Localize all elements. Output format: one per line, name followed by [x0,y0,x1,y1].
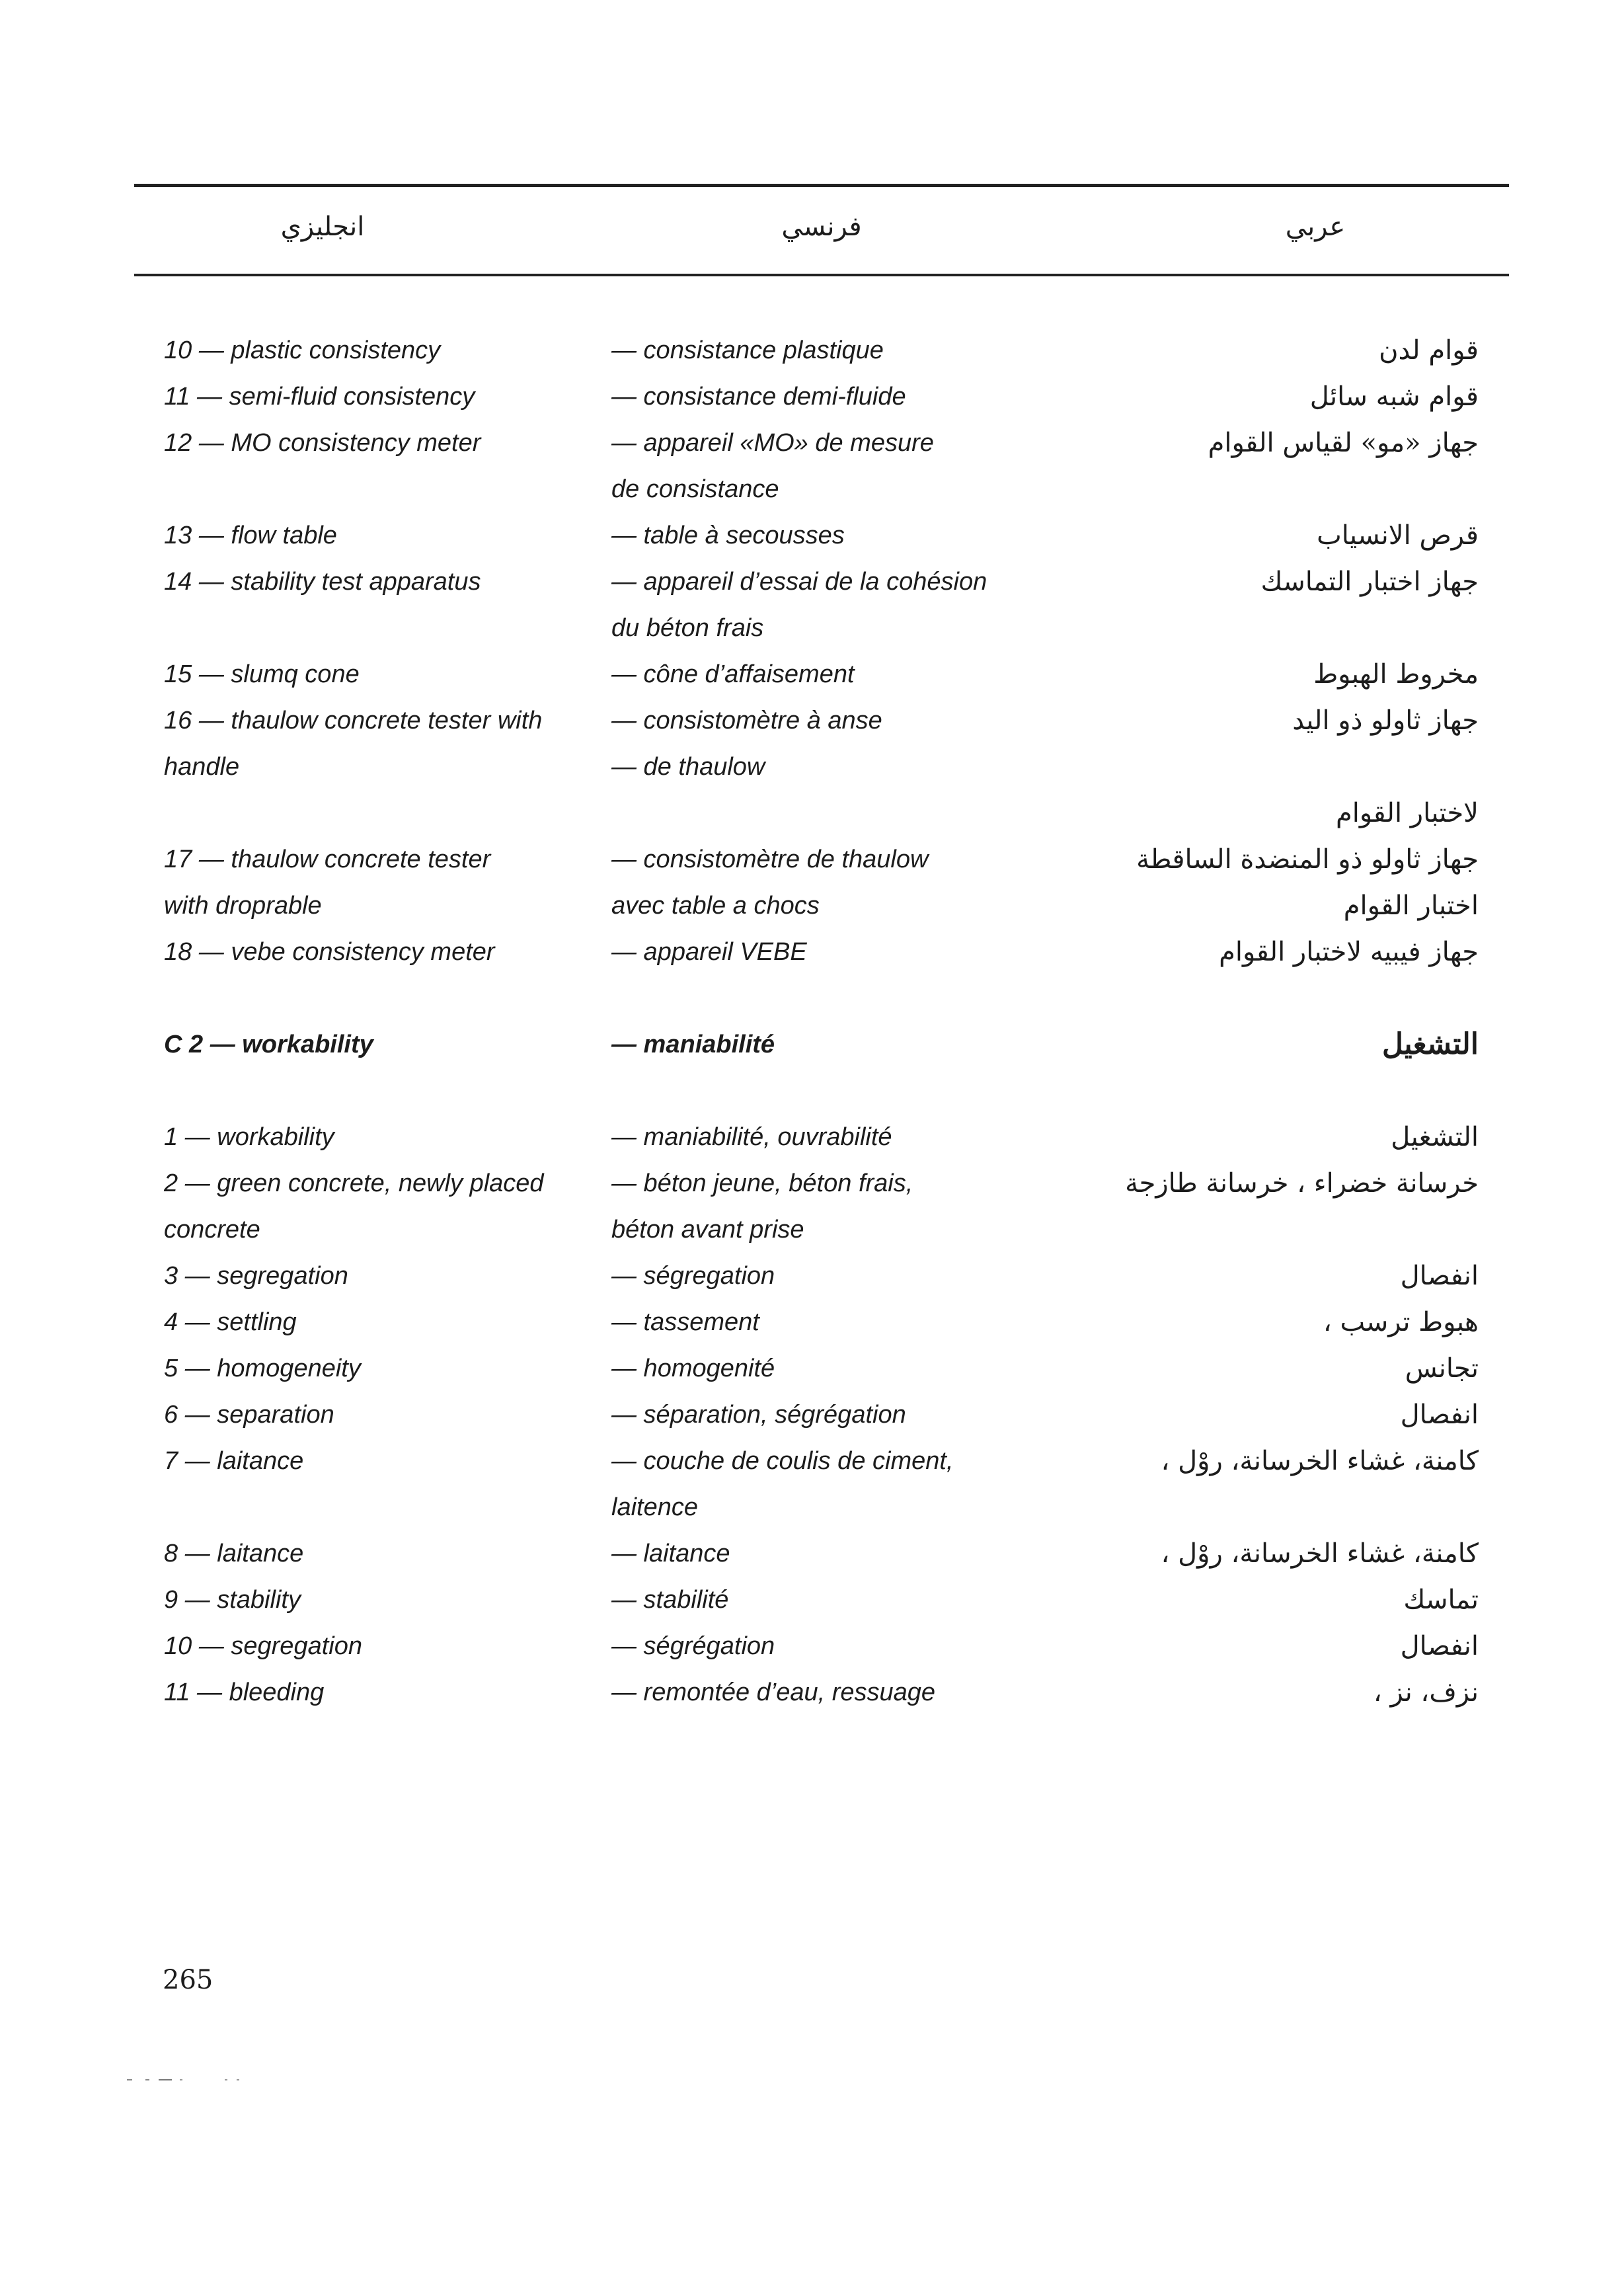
section-heading-row [0,1021,1624,1068]
english-term: 1 — workability [164,1123,334,1151]
arabic-term: قوام لدن [1379,335,1479,366]
glossary-row [0,466,1624,512]
french-term: — béton jeune, béton frais, [611,1169,913,1197]
french-term: — maniabilité [611,1031,775,1058]
glossary-row [0,1299,1624,1345]
english-term: 9 — stability [164,1586,301,1614]
english-term: C 2 — workability [164,1031,373,1058]
english-term: 8 — laitance [164,1540,304,1567]
french-term: laitence [611,1493,698,1521]
arabic-term: انفصال [1400,1631,1479,1661]
glossary-row [0,697,1624,744]
arabic-term: جهاز ثاولو ذو المنضدة الساقطة [1136,844,1479,875]
header-english: انجليزي [280,212,365,242]
english-term: 11 — semi-fluid consistency [164,383,475,411]
french-term: — couche de coulis de ciment, [611,1447,954,1475]
arabic-term: خرسانة خضراء ، خرسانة طازجة [1125,1168,1479,1199]
english-term: 6 — separation [164,1401,334,1429]
french-term: — séparation, ségrégation [611,1401,906,1429]
arabic-term: كامنة، غشاء الخرسانة، روْل ، [1161,1446,1479,1476]
arabic-term: جهاز «مو» لقياس القوام [1208,428,1479,458]
arabic-term: جهاز ثاولو ذو اليد [1292,705,1479,736]
glossary-row [0,1484,1624,1530]
arabic-term: هبوط ترسب ، [1323,1307,1479,1337]
english-term: 15 — slumq cone [164,660,360,688]
glossary-row [0,1160,1624,1207]
english-term: 16 — thaulow concrete tester with [164,707,543,734]
french-term: béton avant prise [611,1216,804,1244]
glossary-row [0,1207,1624,1253]
arabic-term: تجانس [1405,1353,1479,1384]
french-term: — stabilité [611,1586,729,1614]
english-term: 17 — thaulow concrete tester [164,846,491,873]
french-term: — consistomètre de thaulow [611,846,929,873]
english-term: 14 — stability test apparatus [164,568,481,596]
french-term: — appareil VEBE [611,938,807,966]
arabic-term: جهاز فيبيه لاختبار القوام [1219,937,1479,967]
english-term: with droprable [164,892,322,920]
french-term: du béton frais [611,614,764,642]
glossary-row [0,1438,1624,1484]
english-term: 3 — segregation [164,1262,348,1290]
arabic-term: التشغيل [1391,1122,1479,1152]
english-term: concrete [164,1216,260,1244]
french-term: — consistance demi-fluide [611,383,906,411]
glossary-row [0,929,1624,975]
glossary-row [0,1392,1624,1438]
english-term: 7 — laitance [164,1447,304,1475]
glossary-row [0,1623,1624,1669]
arabic-term: كامنة، غشاء الخرسانة، روْل ، [1161,1538,1479,1569]
glossary-row [0,512,1624,559]
english-term: 10 — segregation [164,1632,362,1660]
english-term: 18 — vebe consistency meter [164,938,495,966]
glossary-row [0,883,1624,929]
french-term: — consistance plastique [611,336,884,364]
french-term: — ségregation [611,1262,775,1290]
french-term: — homogenité [611,1355,775,1382]
french-term: de consistance [611,475,779,503]
french-term: — maniabilité, ouvrabilité [611,1123,892,1151]
french-term: — appareil d’essai de la cohésion [611,568,987,596]
arabic-term: قرص الانسياب [1317,520,1479,551]
header-french: فرنسي [781,212,862,242]
glossary-row [0,420,1624,466]
glossary-row [0,1577,1624,1623]
arabic-term: انفصال [1400,1400,1479,1430]
glossary-row [0,605,1624,651]
glossary-row [0,559,1624,605]
english-term: handle [164,753,240,781]
page-number: 265 [163,1965,213,1995]
french-term: — laitance [611,1540,730,1567]
glossary-row [0,1114,1624,1160]
arabic-term: لاختبار القوام [1336,798,1479,828]
glossary-row [0,1253,1624,1299]
french-term: — ségrégation [611,1632,775,1660]
english-term: 11 — bleeding [164,1679,325,1706]
glossary-row [0,1530,1624,1577]
glossary-row [0,651,1624,697]
english-term: 13 — flow table [164,522,337,549]
french-term: — remontée d’eau, ressuage [611,1679,936,1706]
arabic-term: مخروط الهبوط [1313,659,1479,690]
arabic-term: جهاز اختبار التماسك [1260,567,1479,597]
glossary-row [0,1345,1624,1392]
arabic-term: تماسك [1403,1585,1479,1615]
french-term: — table à secousses [611,522,845,549]
english-term: 4 — settling [164,1308,297,1336]
english-term: 12 — MO consistency meter [164,429,481,457]
english-term: 10 — plastic consistency [164,336,441,364]
arabic-term: نزف، نز ، [1373,1677,1479,1708]
french-term: — tassement [611,1308,759,1336]
french-term: — de thaulow [611,753,765,781]
glossary-row [0,1669,1624,1716]
english-term: 2 — green concrete, newly placed [164,1169,544,1197]
french-term: — appareil «MO» de mesure [611,429,934,457]
arabic-term: اختبار القوام [1343,891,1479,921]
french-term: — cône d’affaisement [611,660,855,688]
header-arabic: عربي [1285,212,1346,242]
english-term: 5 — homogeneity [164,1355,361,1382]
french-term: — consistomètre à anse [611,707,882,734]
glossary-row [0,744,1624,790]
header-top-rule [134,184,1509,187]
glossary-row [0,374,1624,420]
arabic-term: قوام شبه سائل [1309,381,1479,412]
french-term: avec table a chocs [611,892,820,920]
glossary-row [0,836,1624,883]
glossary-row [0,327,1624,374]
scan-specks [126,2076,258,2084]
arabic-term: التشغيل [1382,1027,1479,1061]
header-bottom-rule [134,274,1509,276]
glossary-row [0,790,1624,836]
arabic-term: انفصال [1400,1261,1479,1291]
